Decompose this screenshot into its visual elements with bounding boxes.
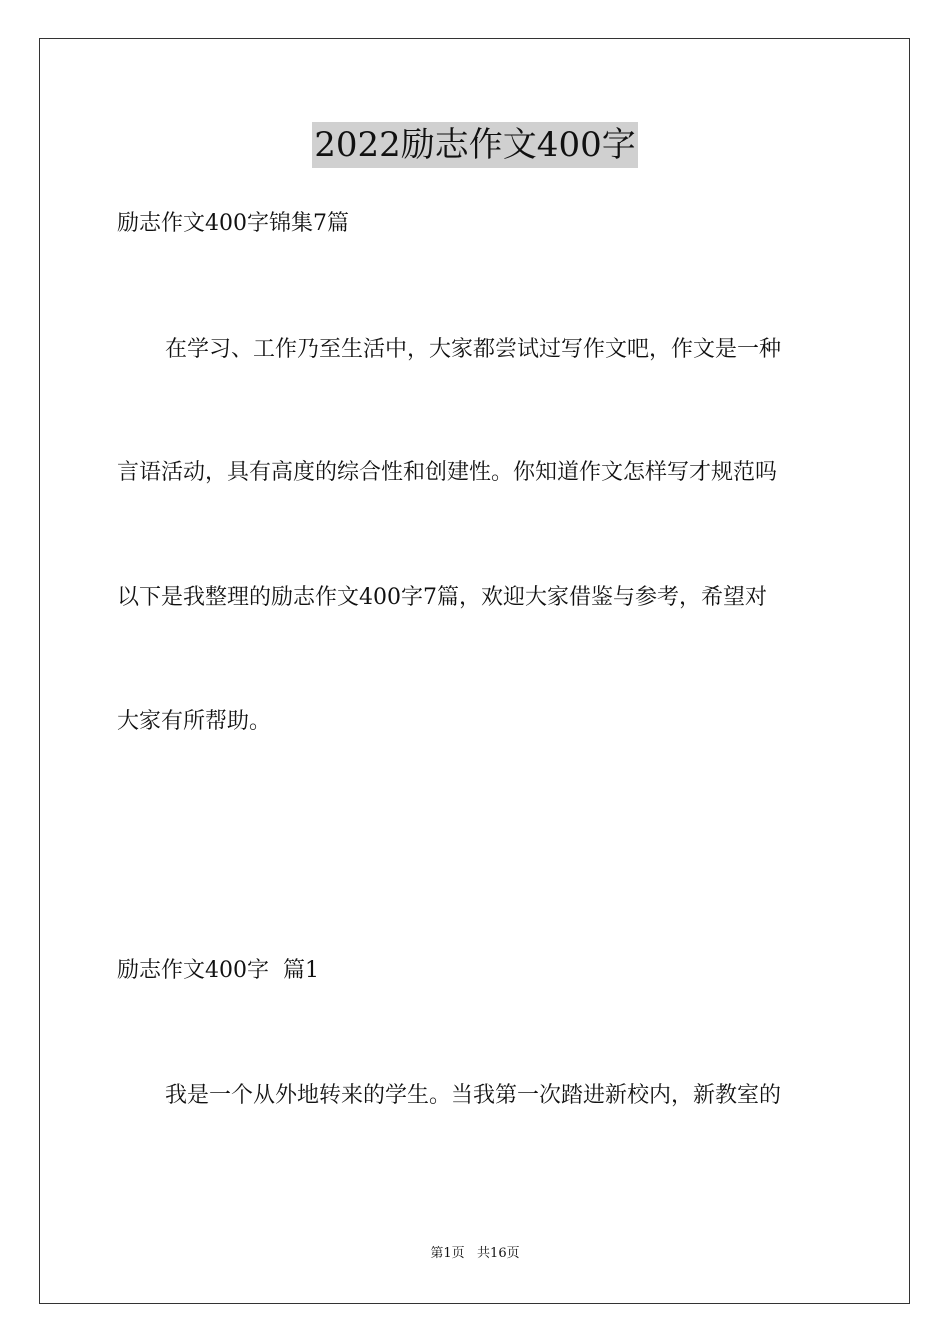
document-subtitle: 励志作文400字锦集7篇 (117, 211, 349, 236)
intro-line-4: 大家有所帮助。 (117, 709, 272, 734)
page-number-footer: 第1页 共16页 (430, 1246, 520, 1261)
body-line-1: 我是一个从外地转来的学生。当我第一次踏进新校内，新教室的 (165, 1083, 782, 1108)
document-title: 2022励志作文400字 (312, 122, 637, 168)
intro-line-1: 在学习、工作乃至生活中，大家都尝试过写作文吧，作文是一种 (165, 337, 782, 362)
intro-line-3: 以下是我整理的励志作文400字7篇，欢迎大家借鉴与参考，希望对 (117, 585, 767, 610)
section-heading: 励志作文400字 篇1 (117, 958, 319, 983)
title-container (0, 122, 950, 168)
intro-line-2: 言语活动，具有高度的综合性和创建性。你知道作文怎样写才规范吗 (117, 460, 778, 485)
